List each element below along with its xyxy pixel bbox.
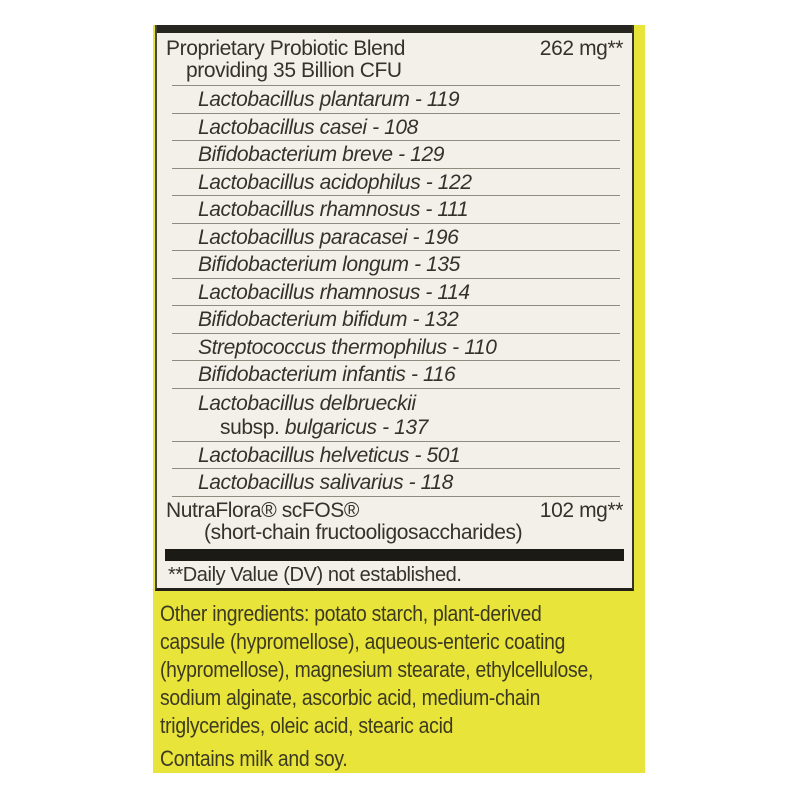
strain-name: Lactobacillus salivarius - 118	[198, 471, 453, 494]
supplement-label	[153, 25, 645, 773]
strain-name: Lactobacillus delbrueckii	[198, 391, 416, 415]
blend-header	[157, 33, 632, 86]
strain-row	[157, 306, 632, 334]
nutraflora-amount: 102 mg**	[539, 498, 623, 522]
strain-row	[157, 389, 632, 442]
strain-row	[157, 196, 632, 224]
strain-row	[157, 251, 632, 279]
strain-name-subspecies: subsp. bulgaricus - 137	[220, 415, 428, 439]
strain-name: Bifidobacterium longum - 135	[198, 253, 460, 276]
strain-name: Lactobacillus rhamnosus - 111	[198, 198, 469, 221]
strain-name: Lactobacillus plantarum - 119	[198, 88, 460, 111]
other-ingredients-line: (hypromellose), magnesium stearate, ethylcellulose,	[160, 657, 594, 682]
strain-row	[157, 442, 632, 470]
dv-footnote: **Daily Value (DV) not established.	[168, 563, 462, 586]
thick-rule	[165, 549, 624, 561]
blend-title: Proprietary Probiotic Blend	[166, 37, 405, 60]
strain-row	[157, 141, 632, 169]
blend-subtitle: providing 35 Billion CFU	[186, 59, 402, 82]
strain-name: Bifidobacterium breve - 129	[198, 143, 444, 166]
strain-name: Lactobacillus helveticus - 501	[198, 443, 461, 467]
other-ingredients-line: triglycerides, oleic acid, stearic acid	[160, 713, 454, 738]
strain-name: Lactobacillus casei - 108	[198, 115, 418, 139]
nutraflora-subtitle: (short-chain fructooligosaccharides)	[204, 520, 523, 544]
strain-row	[157, 114, 632, 142]
other-ingredients-section	[153, 591, 645, 773]
other-ingredients-line: sodium alginate, ascorbic acid, medium-chain	[160, 685, 541, 710]
strain-row	[157, 334, 632, 362]
nutraflora-name: NutraFlora® scFOS®	[166, 498, 359, 522]
other-ingredients-line: capsule (hypromellose), aqueous-enteric coating	[160, 629, 566, 654]
strain-name: Bifidobacterium infantis - 116	[198, 363, 456, 386]
strain-name: Lactobacillus acidophilus - 122	[198, 170, 472, 194]
strain-row	[157, 86, 632, 114]
strain-name: Bifidobacterium bifidum - 132	[198, 308, 459, 331]
strain-row	[157, 279, 632, 307]
nutraflora-row	[157, 497, 632, 544]
strain-row	[157, 361, 632, 389]
panel-top-rule	[157, 25, 632, 33]
strain-name: Streptococcus thermophilus - 110	[198, 335, 497, 359]
other-ingredients-line: Other ingredients: potato starch, plant-derived	[160, 601, 542, 626]
strain-row	[157, 469, 632, 497]
strain-name: Lactobacillus rhamnosus - 114	[198, 280, 470, 304]
contains-statement: Contains milk and soy.	[160, 746, 348, 771]
supplement-facts-panel	[155, 25, 634, 591]
strain-row	[157, 169, 632, 197]
strain-name: Lactobacillus paracasei - 196	[198, 225, 459, 249]
blend-amount: 262 mg**	[539, 37, 623, 60]
strain-row	[157, 224, 632, 252]
